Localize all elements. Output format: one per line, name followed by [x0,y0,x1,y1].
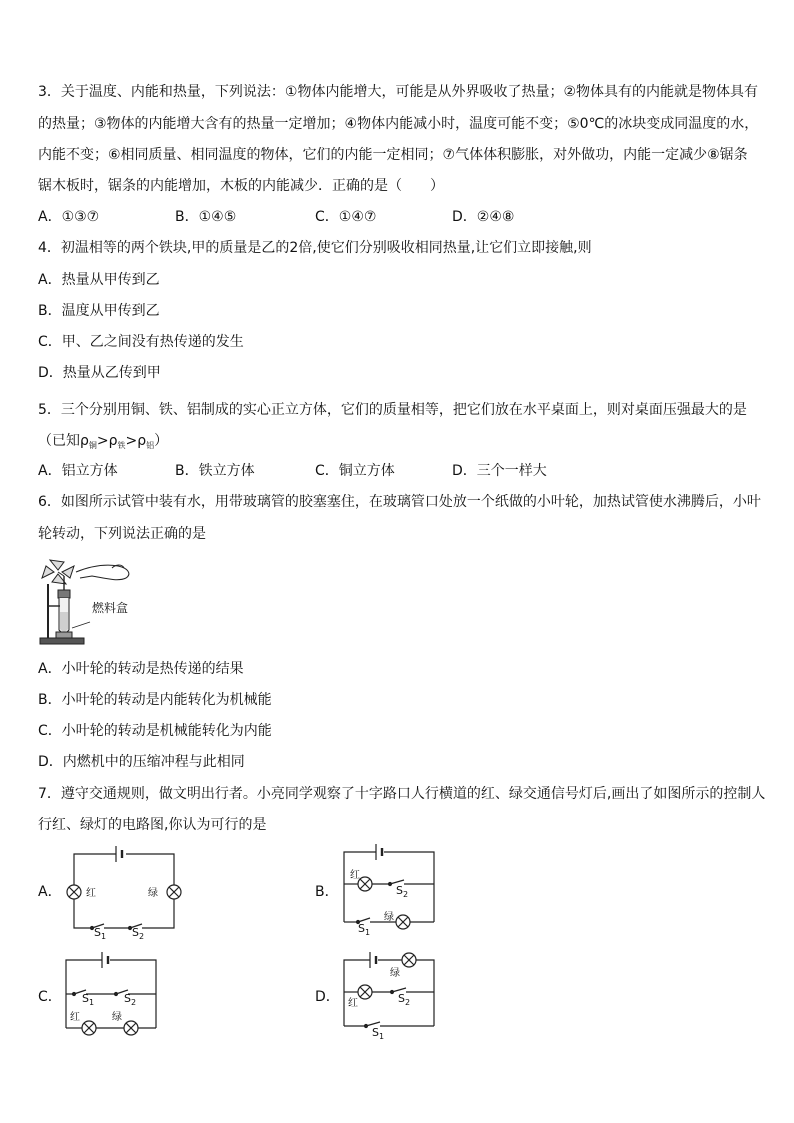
q5-cond-open: （已知ρ [38,433,89,449]
circuit-b-green-label: 绿 [384,912,394,923]
circuit-a-red-label: 红 [86,888,96,899]
circuit-c-green-label: 绿 [112,1012,122,1023]
q3-line-2: 的热量；③物体的内能增大含有的热量一定增加；④物体内能减小时，温度可能不变；⑤0℃的冰块变成同温度的水， [38,116,759,132]
q6-line-2: 轮转动，下列说法正确的是 [38,526,206,542]
circuit-d-s1-label: $S_1$ [372,1026,385,1041]
circuit-a-s2-label: $S_2$ [132,926,145,941]
q5-gt-1: >ρ [96,433,118,449]
q5-option-d: D．三个一样大 [452,463,547,479]
q3-option-c: C．①④⑦ [315,209,377,225]
q6-option-a: A．小叶轮的转动是热传递的结果 [38,661,244,677]
circuit-a-wiring [64,846,194,940]
circuit-a-s1-label: $S_1$ [94,926,107,941]
q5-sub-copper: 铜 [88,441,97,450]
q5-cond-close: ） [154,433,169,449]
q5-stem: 5．三个分别用铜、铁、铝制成的实心正立方体，它们的质量相等，把它们放在水平桌面上，则对桌面压强最大的是 [38,402,747,418]
circuit-c-wiring [62,950,162,1036]
q7-line-1: 7．遵守交通规则，做文明出行者。小亮同学观察了十字路口人行横道的红、绿交通信号灯后,画出了如图所示的控制人 [38,786,766,802]
q7-option-d-letter: D． [315,989,340,1005]
q3-option-d: D．②④⑧ [452,209,515,225]
q4-option-c: C．甲、乙之间没有热传递的发生 [38,334,244,350]
q7-circuit-b [338,844,442,936]
q3-option-b: B．①④⑤ [175,209,237,225]
q6-figure-label: 燃料盒 [92,601,129,615]
q4-option-d: D．热量从乙传到甲 [38,365,161,381]
q7-option-a-letter: A． [38,884,62,900]
q7-circuit-c [62,950,162,1036]
q4-stem: 4．初温相等的两个铁块,甲的质量是乙的2倍,使它们分别吸收相同热量,让它们立即接触,则 [38,240,592,256]
circuit-b-s2-label: $S_2$ [396,884,409,899]
q5-option-a: A．铝立方体 [38,463,118,479]
q4-option-b: B．温度从甲传到乙 [38,303,160,319]
q3-line-4: 锯木板时，锯条的内能增加，木板的内能减少．正确的是（ ） [38,178,444,194]
q6-option-b: B．小叶轮的转动是内能转化为机械能 [38,692,272,708]
q5-option-c: C．铜立方体 [315,463,395,479]
circuit-c-red-label: 红 [70,1012,80,1023]
q7-line-2: 行红、绿灯的电路图,你认为可行的是 [38,817,267,833]
circuit-b-red-label: 红 [350,870,360,881]
q6-line-1: 6．如图所示试管中装有水，用带玻璃管的胶塞塞住，在玻璃管口处放一个纸做的小叶轮，加热试管使水沸腾后，小叶 [38,494,761,510]
circuit-d-green-label: 绿 [390,968,400,979]
circuit-d-s2-label: $S_2$ [398,992,411,1007]
q7-option-b-letter: B． [315,884,339,900]
q4-option-a: A．热量从甲传到乙 [38,272,160,288]
circuit-a-green-label: 绿 [148,888,158,899]
circuit-d-red-label: 红 [348,998,358,1009]
circuit-b-s1-label: $S_1$ [358,922,371,937]
q3-line-1: 3．关于温度、内能和热量，下列说法：①物体内能增大，可能是从外界吸收了热量；②物体具有的内能就是物体具有 [38,84,759,100]
circuit-c-s2-label: $S_2$ [124,992,137,1007]
q5-condition [38,431,168,456]
q5-sub-aluminum: 铝 [146,441,155,450]
q7-option-c-letter: C． [38,989,62,1005]
q6-option-d: D．内燃机中的压缩冲程与此相同 [38,754,245,770]
q3-line-3: 内能不变；⑥相同质量、相同温度的物体，它们的内能一定相同；⑦气体体积膨胀，对外做功，内能一定减少⑧锯条 [38,147,748,163]
q6-option-c: C．小叶轮的转动是机械能转化为内能 [38,723,272,739]
q7-circuit-d [338,950,442,1042]
q5-option-b: B．铁立方体 [175,463,255,479]
q5-gt-2: >ρ [125,433,147,449]
q7-circuit-a [64,846,194,940]
q3-option-a: A．①③⑦ [38,209,100,225]
q5-sub-iron: 铁 [117,441,126,450]
circuit-c-s1-label: $S_1$ [82,992,95,1007]
